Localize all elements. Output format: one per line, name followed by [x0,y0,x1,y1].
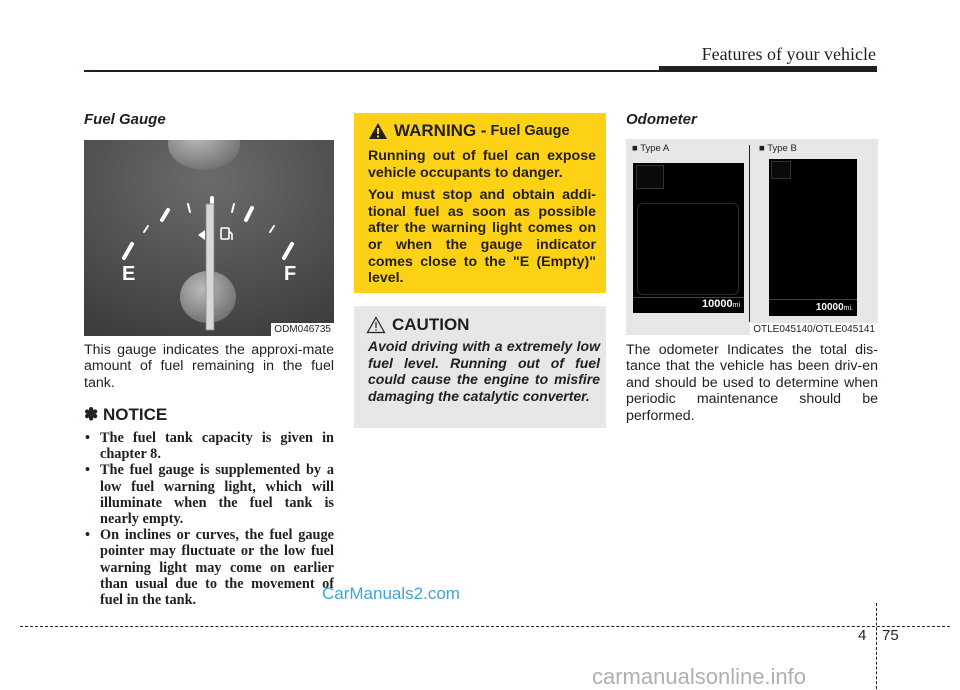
warning-paragraph: You must stop and obtain addi-tional fuel as soon as possible after the warning light comes on or when the gauge indicator comes close to the "E (Empty)" level. [368,187,596,287]
watermark-link[interactable]: CarManuals2.com [322,584,460,603]
screen-indicator [771,161,791,179]
footer-page-divider [876,603,877,689]
odometer-illustration [626,139,878,335]
warning-label: WARNING - [394,121,487,140]
notice-item: • On inclines or curves, the fuel gauge pointer may fluctuate or the low fuel warning light may come on earlier than usual due to the movement of fuel in the tank. [84,527,334,608]
footer-rule [20,626,950,627]
odometer-description: The odometer Indicates the total dis-tance that the vehicle has been driv-en and should be used to determine when periodic maintenance should be performed. [626,342,878,424]
page-number: 75 [882,627,899,644]
warning-heading [368,121,570,141]
odometer-reading-a: 10000mi [702,298,740,310]
odometer-type-a-label: ■ Type A [632,143,670,154]
odometer-title: Odometer [626,111,697,128]
warning-body [368,148,596,293]
fuel-gauge-description: This gauge indicates the approxi-mate amount of fuel remaining in the fuel tank. [84,342,334,391]
caution-box [354,306,606,428]
gauge-full-label: F [284,263,297,285]
notice-list [84,430,334,608]
caution-heading [366,315,469,335]
warning-paragraph: Running out of fuel can expose vehicle occupants to danger. [368,148,596,181]
caution-body: Avoid driving with a extremely low fuel level. Running out of fuel could cause the engine to misfire damaging the catalytic converter. [368,338,600,404]
notice-title: ✽ NOTICE [84,405,168,424]
odometer-screen-type-a [633,163,744,313]
chapter-number: 4 [858,627,867,644]
notice-item: • The fuel gauge is supplemented by a low fuel warning light, which will illuminate when the fuel tank is nearly empty. [84,462,334,527]
odometer-divider [749,145,750,322]
fuel-gauge-illustration [84,140,334,336]
page-header-title: Features of your vehicle [701,44,876,64]
odometer-reading-b: 10000mi. [815,302,853,313]
odometer-screen-type-b [769,159,857,316]
fuel-gauge-image-code: ODM046735 [271,323,334,336]
odometer-type-b-label: ■ Type B [759,143,797,154]
caution-label: CAUTION [392,315,470,334]
warning-box [354,113,606,293]
warning-triangle-icon [368,122,388,140]
fuel-gauge-title: Fuel Gauge [84,111,166,128]
caution-triangle-icon [366,316,386,334]
header-rule [84,70,659,72]
warning-topic: Fuel Gauge [490,123,570,139]
screen-display-area [637,203,739,295]
watermark-site: carmanualsonline.info [592,664,807,689]
gauge-empty-label: E [122,263,136,285]
fuel-gauge-graphic [84,140,334,336]
header-rule-accent [659,66,877,72]
screen-indicator [636,165,664,189]
notice-item: • The fuel tank capacity is given in chapter 8. [84,430,334,462]
odometer-image-code: OTLE045140/OTLE045141 [750,323,878,336]
